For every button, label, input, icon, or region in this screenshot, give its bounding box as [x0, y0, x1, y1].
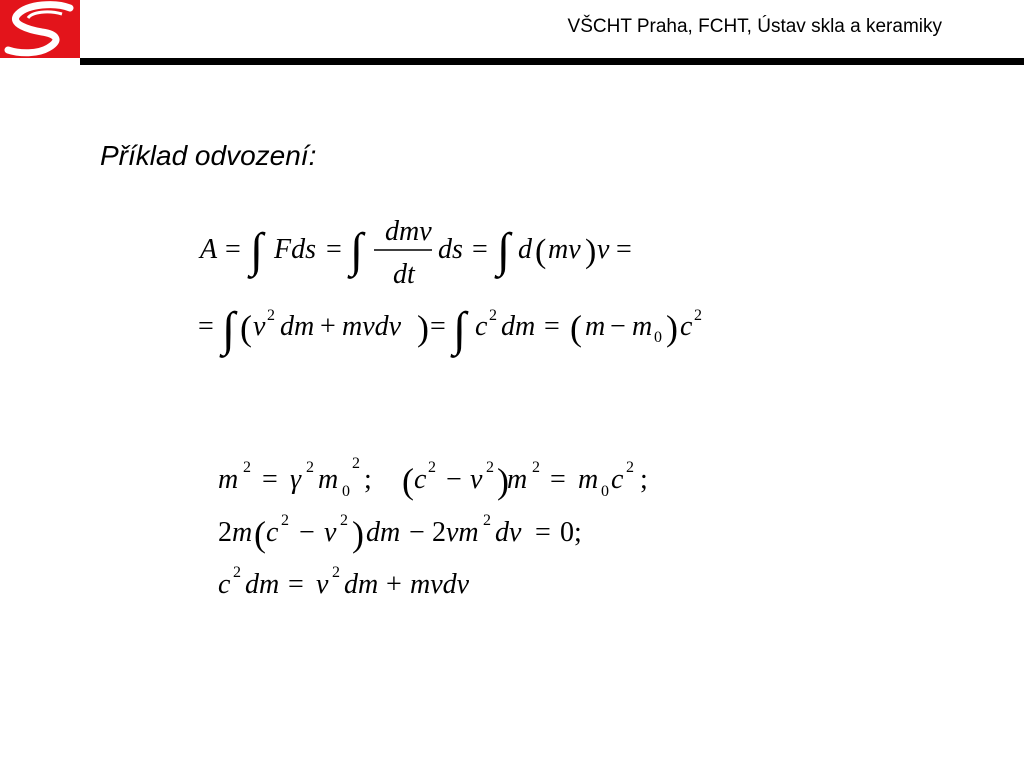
svg-text:v: v [597, 234, 610, 265]
svg-text:;: ; [640, 464, 648, 495]
svg-text:m: m [585, 311, 606, 342]
svg-text:(: ( [402, 461, 414, 501]
slide-title: Příklad odvození: [100, 140, 317, 171]
equation-line-4 [218, 512, 582, 554]
svg-text:v: v [470, 464, 483, 495]
svg-text:m: m [507, 464, 528, 495]
svg-text:=: = [262, 464, 278, 495]
svg-text:c: c [266, 517, 279, 548]
equation-line-5 [218, 564, 470, 600]
svg-text:v: v [324, 517, 337, 548]
svg-text:=: = [430, 311, 446, 342]
svg-text:2: 2 [489, 307, 497, 324]
svg-text:2: 2 [306, 459, 314, 476]
svg-text:∫: ∫ [250, 224, 264, 277]
svg-text:γ: γ [290, 464, 302, 495]
svg-text:c: c [218, 569, 231, 600]
svg-text:mv: mv [548, 234, 581, 265]
svg-text:): ) [352, 514, 364, 554]
svg-text:(: ( [240, 308, 252, 348]
svg-text:(: ( [254, 514, 266, 554]
svg-text:∫: ∫ [497, 224, 511, 277]
svg-text:mvdv: mvdv [342, 311, 402, 342]
svg-text:vm: vm [446, 517, 479, 548]
svg-text:): ) [585, 233, 597, 270]
svg-text:2: 2 [352, 455, 360, 472]
svg-text:0;: 0; [560, 517, 582, 548]
svg-text:0: 0 [601, 483, 609, 500]
svg-text:2: 2 [340, 512, 348, 529]
svg-text:2: 2 [218, 517, 232, 548]
svg-text:A: A [200, 234, 218, 265]
svg-text:c: c [611, 464, 624, 495]
svg-text:+: + [386, 569, 402, 600]
svg-text:ds: ds [438, 234, 463, 265]
svg-text:−: − [409, 517, 425, 548]
svg-text:;: ; [364, 464, 372, 495]
svg-text:2: 2 [486, 459, 494, 476]
svg-text:0: 0 [342, 483, 350, 500]
svg-text:dv: dv [495, 517, 522, 548]
svg-text:2: 2 [267, 307, 275, 324]
svg-text:m: m [218, 464, 239, 495]
svg-text:dm: dm [280, 311, 315, 342]
svg-text:2: 2 [694, 307, 702, 324]
svg-text:): ) [417, 308, 429, 348]
svg-text:m: m [632, 311, 653, 342]
svg-text:∫: ∫ [222, 303, 236, 356]
svg-text:=: = [225, 234, 241, 265]
svg-text:∫: ∫ [453, 303, 467, 356]
svg-text:=: = [544, 311, 560, 342]
svg-text:=: = [288, 569, 304, 600]
svg-text:2: 2 [432, 517, 446, 548]
svg-text:=: = [535, 517, 551, 548]
svg-text:2: 2 [332, 564, 340, 581]
svg-text:2: 2 [243, 459, 251, 476]
svg-text:dt: dt [393, 259, 415, 290]
equation-line-2 [198, 303, 702, 358]
svg-text:): ) [666, 308, 678, 348]
svg-text:c: c [475, 311, 488, 342]
svg-text:(: ( [535, 233, 547, 270]
svg-text:=: = [326, 234, 342, 265]
svg-text:dmv: dmv [385, 216, 432, 247]
svg-text:2: 2 [428, 459, 436, 476]
svg-text:2: 2 [532, 459, 540, 476]
svg-text:∫: ∫ [350, 224, 364, 277]
svg-text:=: = [550, 464, 566, 495]
svg-text:−: − [610, 311, 626, 342]
svg-text:−: − [299, 517, 315, 548]
svg-text:d: d [518, 234, 532, 265]
svg-text:0: 0 [654, 329, 662, 346]
svg-text:c: c [680, 311, 693, 342]
svg-text:mvdv: mvdv [410, 569, 470, 600]
svg-text:dm: dm [366, 517, 401, 548]
svg-text:=: = [616, 234, 632, 265]
svg-text:dm: dm [344, 569, 379, 600]
svg-text:dm: dm [245, 569, 280, 600]
svg-text:m: m [578, 464, 599, 495]
svg-text:+: + [320, 311, 336, 342]
svg-text:2: 2 [483, 512, 491, 529]
svg-text:m: m [232, 517, 253, 548]
svg-text:−: − [446, 464, 462, 495]
equation-line-3 [218, 455, 648, 501]
svg-text:=: = [198, 311, 214, 342]
svg-text:2: 2 [626, 459, 634, 476]
svg-text:): ) [497, 461, 509, 501]
svg-text:v: v [316, 569, 329, 600]
svg-text:c: c [414, 464, 427, 495]
svg-text:dm: dm [501, 311, 536, 342]
svg-text:(: ( [570, 308, 582, 348]
svg-text:=: = [472, 234, 488, 265]
institution-label: VŠCHT Praha, FCHT, Ústav skla a keramiky [567, 16, 942, 37]
svg-text:2: 2 [233, 564, 241, 581]
svg-text:Fds: Fds [274, 234, 316, 265]
svg-text:m: m [318, 464, 339, 495]
equation-line-1 [198, 216, 632, 290]
svg-text:2: 2 [281, 512, 289, 529]
svg-text:v: v [253, 311, 266, 342]
